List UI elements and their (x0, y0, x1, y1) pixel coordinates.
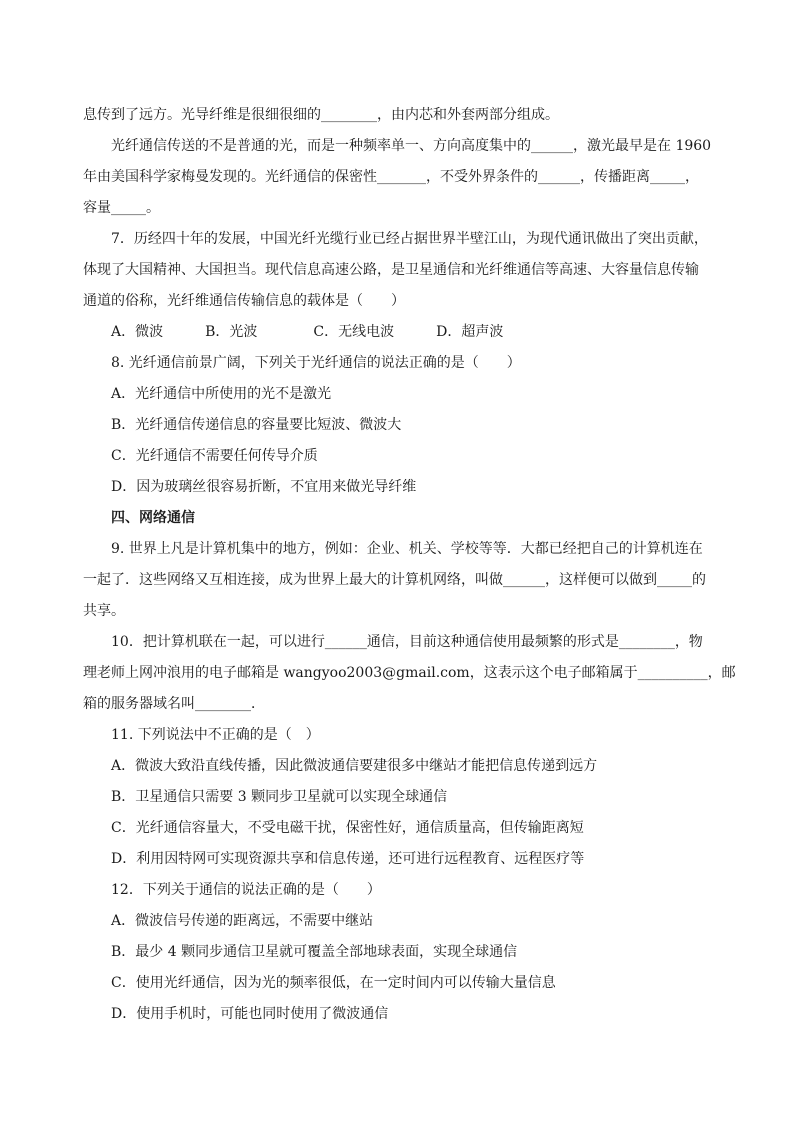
question-11-option-d: D．利用因特网可实现资源共享和信息传递，还可进行远程教育、远程医疗等 (111, 851, 585, 867)
question-8-stem: 8. 光纤通信前景广阔，下列关于光纤通信的说法正确的是（ ） (111, 355, 521, 371)
question-11-option-c: C．光纤通信容量大，不受电磁干扰，保密性好，通信质量高，但传输距离短 (111, 820, 584, 836)
section-heading-network: 四、网络通信 (111, 510, 195, 526)
question-8-option-d: D．因为玻璃丝很容易折断，不宜用来做光导纤维 (111, 479, 417, 495)
question-12-option-a: A．微波信号传递的距离远，不需要中继站 (111, 913, 374, 929)
question-11-option-b: B．卫星通信只需要 3 颗同步卫星就可以实现全球通信 (111, 789, 448, 805)
question-9-stem: 一起了．这些网络又互相连接，成为世界上最大的计算机网络，叫做______，这样便可以做到_____的 (83, 572, 706, 588)
question-7-options: A．微波 B．光波 C．无线电波 D．超声波 (111, 324, 504, 340)
question-12-stem: 12．下列关于通信的说法正确的是（ ） (111, 882, 381, 898)
question-11-stem: 11. 下列说法中不正确的是（ ） (111, 727, 320, 743)
question-7-stem: 体现了大国精神、大国担当。现代信息高速公路，是卫星通信和光纤维通信等高速、大容量信息传输 (83, 262, 699, 278)
question-9-stem: 共享。 (83, 603, 125, 619)
question-12-option-b: B．最少 4 颗同步通信卫星就可覆盖全部地球表面，实现全球通信 (111, 944, 518, 960)
question-7-stem: 7．历经四十年的发展，中国光纤光缆行业已经占据世界半壁江山，为现代通讯做出了突出贡献， (111, 231, 708, 247)
paragraph-line: 光纤通信传送的不是普通的光，而是一种频率单一、方向高度集中的______，激光最早是在 1960 (111, 138, 712, 154)
question-8-option-c: C．光纤通信不需要任何传导介质 (111, 448, 318, 464)
question-12-option-d: D．使用手机时，可能也同时使用了微波通信 (111, 1006, 389, 1022)
paragraph-line: 容量_____。 (83, 200, 160, 216)
question-10-stem: 理老师上网冲浪用的电子邮箱是 wangyoo2003@gmail.com，这表示这个电子邮箱属于__________，邮 (83, 665, 736, 681)
question-12-option-c: C．使用光纤通信，因为光的频率很低，在一定时间内可以传输大量信息 (111, 975, 556, 991)
document-body (83, 100, 736, 1030)
question-8-option-b: B．光纤通信传递信息的容量要比短波、微波大 (111, 417, 402, 433)
question-9-stem: 9. 世界上凡是计算机集中的地方，例如：企业、机关、学校等等．大都已经把自己的计算机连在 (111, 541, 703, 557)
question-10-stem: 箱的服务器域名叫________． (83, 696, 265, 712)
paragraph-line: 息传到了远方。光导纤维是很细很细的________，由内芯和外套两部分组成。 (83, 107, 559, 123)
question-7-stem: 通道的俗称，光纤维通信传输信息的载体是（ ） (83, 293, 405, 309)
question-8-option-a: A．光纤通信中所使用的光不是激光 (111, 386, 332, 402)
question-10-stem: 10．把计算机联在一起，可以进行______通信，目前这种通信使用最频繁的形式是________，物 (111, 634, 703, 650)
paragraph-line: 年由美国科学家梅曼发现的。光纤通信的保密性_______，不受外界条件的______，传播距离_____， (83, 169, 699, 185)
question-11-option-a: A．微波大致沿直线传播，因此微波通信要建很多中继站才能把信息传递到远方 (111, 758, 598, 774)
